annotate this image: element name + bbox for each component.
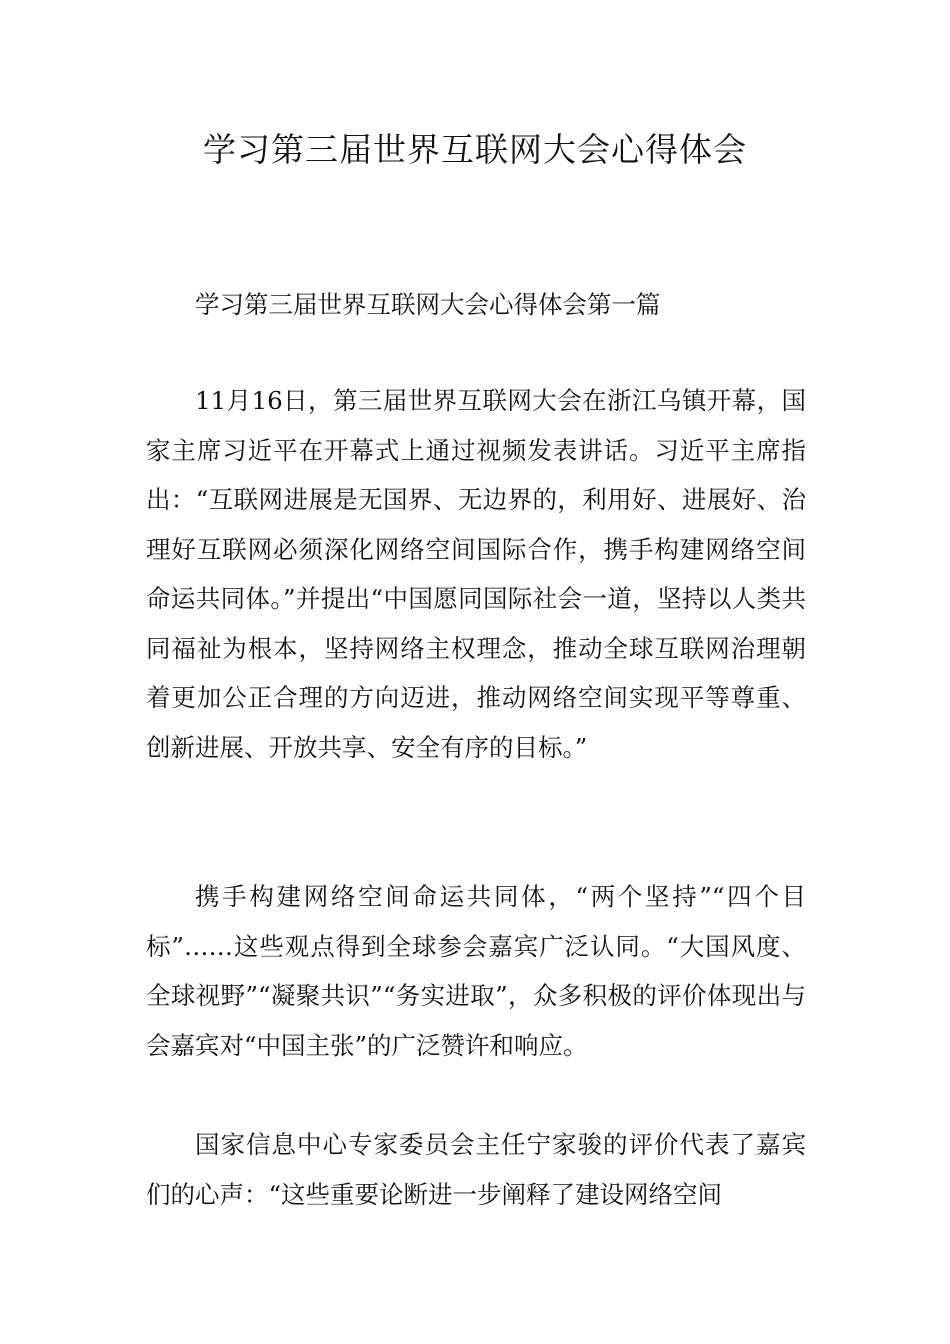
paragraph-3 <box>146 1120 806 1219</box>
paragraph-text: 携手构建网络空间命运共同体，“两个坚持”“四个目标”……这些观点得到全球参会嘉宾广泛认同。“大国风度、全球视野”“凝聚共识”“务实进取”，众多积极的评价体现出与会嘉宾对“中国主张”的广泛赞许和响应。 <box>146 882 806 1060</box>
paragraph-text: 国家信息中心专家委员会主任宁家骏的评价代表了嘉宾们的心声：“这些重要论断进一步阐释了建设网络空间 <box>146 1130 806 1209</box>
paragraph-2 <box>146 872 806 1070</box>
section-heading <box>146 280 806 330</box>
paragraph-1 <box>146 376 806 772</box>
document-title: 学习第三届世界互联网大会心得体会 <box>203 130 747 169</box>
paragraph-text: 11月16日，第三届世界互联网大会在浙江乌镇开幕，国家主席习近平在开幕式上通过视频发表讲话。习近平主席指出：“互联网进展是无国界、无边界的，利用好、进展好、治理好互联网必须深化网络空间国际合作，携手构建网络空间命运共同体。”并提出“中国愿同国际社会一道，坚持以人类共同福祉为根本，坚持网络主权理念，推动全球互联网治理朝着更加公正合理的方向迈进，推动网络空间实现平等尊重、创新进展、开放共享、安全有序的目标。” <box>146 386 806 762</box>
section-heading-text: 学习第三届世界互联网大会心得体会第一篇 <box>195 290 661 319</box>
